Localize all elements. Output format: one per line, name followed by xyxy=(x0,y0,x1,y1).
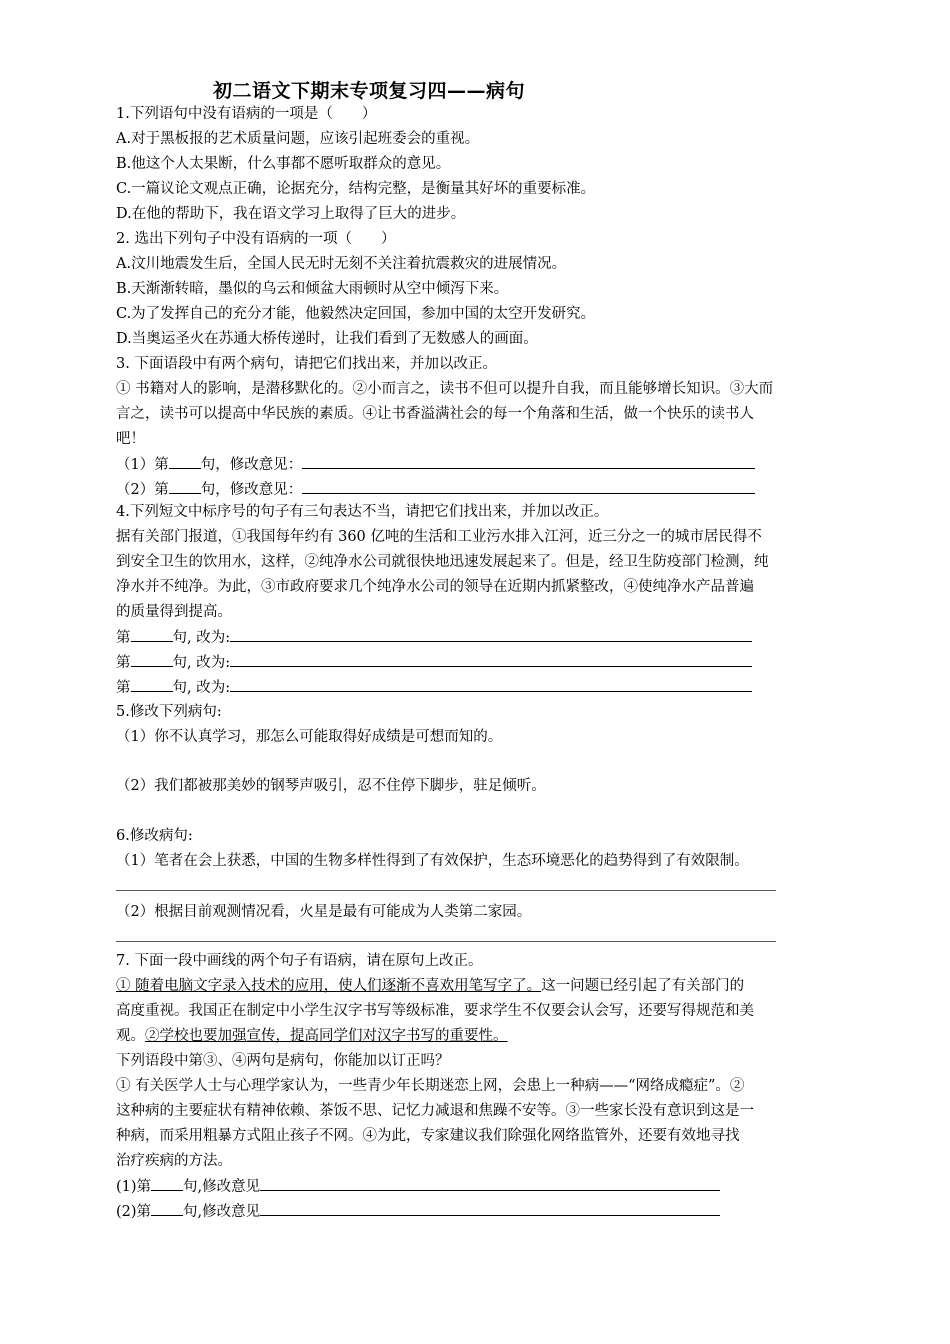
q6-stem: 6.修改病句: xyxy=(116,828,193,844)
revision-blank[interactable] xyxy=(230,677,752,692)
page-title: 初二语文下期末专项复习四——病句 xyxy=(213,80,526,102)
q8-passage-line: 这种病的主要症状有精神依赖、茶饭不思、记忆力减退和焦躁不安等。③一些家长没有意识到这是一 xyxy=(116,1103,754,1119)
q5-sentence-1: （1）你不认真学习，那怎么可能取得好成绩是可想而知的。 xyxy=(116,729,503,745)
revision-blank[interactable] xyxy=(302,454,755,469)
q2-option-a: A.汶川地震发生后，全国人民无时无刻不关注着抗震救灾的进展情况。 xyxy=(116,256,567,272)
sentence-number-blank[interactable] xyxy=(131,652,173,667)
q2-option-d: D.当奥运圣火在苏通大桥传递时，让我们看到了无数感人的画面。 xyxy=(116,331,538,347)
q7-passage-line: 观。②学校也要加强宣传，提高同学们对汉字书写的重要性。 xyxy=(116,1028,508,1044)
q3-stem: 3. 下面语段中有两个病句，请把它们找出来，并加以改正。 xyxy=(116,356,497,372)
q8-passage-line: ① 有关医学人士与心理学家认为，一些青少年长期迷恋上网，会患上一种病——“网络成瘾症”。② xyxy=(116,1078,745,1094)
q4-answer-line-3: 第 句, 改为: xyxy=(116,677,752,698)
q3-passage-line: 吧！ xyxy=(116,431,145,447)
q4-passage-line: 净水并不纯净。为此，③市政府要求几个纯净水公司的领导在近期内抓紧整改，④使纯净水产品普遍 xyxy=(116,579,754,595)
revision-blank[interactable] xyxy=(260,1176,720,1191)
answer-rule[interactable] xyxy=(116,941,776,942)
q2-option-b: B.天渐渐转暗，墨似的乌云和倾盆大雨顿时从空中倾泻下来。 xyxy=(116,281,509,297)
q2-option-c: C.为了发挥自己的充分才能，他毅然决定回国，参加中国的太空开发研究。 xyxy=(116,306,596,322)
q3-passage-line: ① 书籍对人的影响，是潜移默化的。②小而言之，读书不但可以提升自我，而且能够增长知识。③大而 xyxy=(116,381,774,397)
sentence-number-blank[interactable] xyxy=(169,479,201,494)
q8-answer-line-2: (2)第 句,修改意见 xyxy=(116,1201,720,1222)
q6-sentence-1: （1）笔者在会上获悉，中国的生物多样性得到了有效保护，生态环境恶化的趋势得到了有效限制。 xyxy=(116,853,749,869)
q4-answer-line-2: 第 句, 改为: xyxy=(116,652,752,673)
q4-passage-line: 据有关部门报道，①我国每年约有 360 亿吨的生活和工业污水排入江河，近三分之一的城市居民得不 xyxy=(116,529,762,545)
q1-option-b: B.他这个人太果断，什么事都不愿听取群众的意见。 xyxy=(116,156,451,172)
sentence-number-blank[interactable] xyxy=(131,677,173,692)
q3-passage-line: 言之，读书可以提高中华民族的素质。④让书香溢满社会的每一个角落和生活，做一个快乐的读书人 xyxy=(116,406,754,422)
sentence-number-blank[interactable] xyxy=(131,627,173,642)
underlined-sentence-1: ① 随着电脑文字录入技术的应用，使人们逐渐不喜欢用笔写字了。 xyxy=(116,978,542,994)
q7-stem: 7. 下面一段中画线的两个句子有语病，请在原句上改正。 xyxy=(116,953,483,969)
q8-answer-line-1: (1)第 句,修改意见 xyxy=(116,1176,720,1197)
q1-option-d: D.在他的帮助下，我在语文学习上取得了巨大的进步。 xyxy=(116,206,466,222)
q1-option-a: A.对于黑板报的艺术质量问题，应该引起班委会的重视。 xyxy=(116,131,480,147)
q1-stem: 1.下列语句中没有语病的一项是（ ） xyxy=(116,106,377,122)
q8-passage-line: 治疗疾病的方法。 xyxy=(116,1153,232,1169)
q3-answer-line-1: （1）第 句，修改意见： xyxy=(116,454,755,475)
q4-answer-line-1: 第 句, 改为: xyxy=(116,627,752,648)
q5-stem: 5.修改下列病句: xyxy=(116,704,222,720)
q4-passage-line: 的质量得到提高。 xyxy=(116,604,232,620)
revision-blank[interactable] xyxy=(230,652,752,667)
revision-blank[interactable] xyxy=(302,479,755,494)
sentence-number-blank[interactable] xyxy=(169,454,201,469)
q7-passage-line: 高度重视。我国正在制定中小学生汉字书写等级标准，要求学生不仅要会认会写，还要写得规范和美 xyxy=(116,1003,754,1019)
q7-passage-line: ① 随着电脑文字录入技术的应用，使人们逐渐不喜欢用笔写字了。这一问题已经引起了有关部门的 xyxy=(116,978,745,994)
sentence-number-blank[interactable] xyxy=(151,1176,183,1191)
q2-stem: 2. 选出下列句子中没有语病的一项（ ） xyxy=(116,231,396,247)
q6-sentence-2: （2）根据目前观测情况看，火星是最有可能成为人类第二家园。 xyxy=(116,904,532,920)
q8-stem: 下列语段中第③、④两句是病句，你能加以订正吗？ xyxy=(116,1053,450,1069)
sentence-number-blank[interactable] xyxy=(151,1201,183,1216)
q4-passage-line: 到安全卫生的饮用水，这样，②纯净水公司就很快地迅速发展起来了。但是，经卫生防疫部门检测，纯 xyxy=(116,554,769,570)
q5-sentence-2: （2）我们都被那美妙的钢琴声吸引，忍不住停下脚步，驻足倾听。 xyxy=(116,778,546,794)
underlined-sentence-2: ②学校也要加强宣传，提高同学们对汉字书写的重要性。 xyxy=(145,1028,508,1044)
q8-passage-line: 种病，而采用粗暴方式阻止孩子不网。④为此，专家建议我们除强化网络监管外，还要有效地寻找 xyxy=(116,1128,740,1144)
q1-option-c: C.一篇议论文观点正确，论据充分，结构完整，是衡量其好坏的重要标准。 xyxy=(116,181,596,197)
q3-answer-line-2: （2）第 句，修改意见： xyxy=(116,479,755,500)
answer-rule[interactable] xyxy=(116,890,776,891)
revision-blank[interactable] xyxy=(230,627,752,642)
q4-stem: 4.下列短文中标序号的句子有三句表达不当，请把它们找出来，并加以改正。 xyxy=(116,504,609,520)
revision-blank[interactable] xyxy=(260,1201,720,1216)
